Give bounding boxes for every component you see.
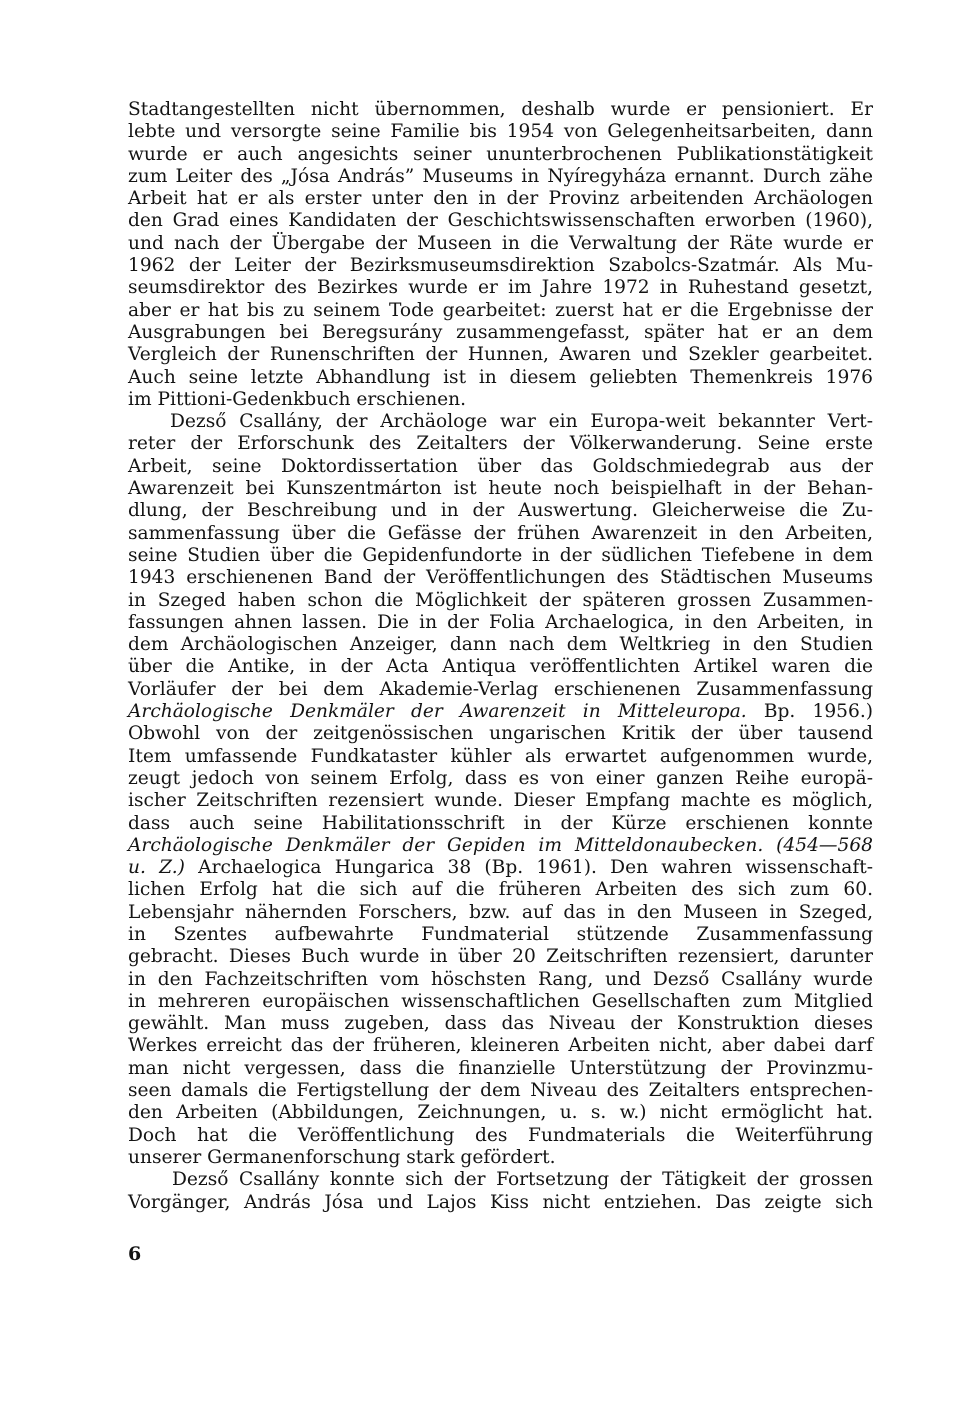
- text-line: unserer Germanenforschung stark gefördert.: [128, 1146, 556, 1168]
- text-line: gewählt. Man muss zugeben, dass das Niveau der Konstruktion dieses: [128, 1013, 873, 1035]
- text-line: dem Archäologischen Anzeiger, dann nach dem Weltkrieg in den Studien: [128, 634, 873, 656]
- text-line: in Szeged haben schon die Möglichkeit der späteren grossen Zusammen-: [128, 589, 873, 611]
- citation-rest: Archaelogica Hungarica 38 (Bp. 1961). Den wahren wissenschaft-: [184, 857, 873, 879]
- text-line: Stadtangestellten nicht übernommen, deshalb wurde er pensioniert. Er: [128, 99, 873, 120]
- text-line: Arbeit, seine Doktordissertation über das Goldschmiedegrab aus der: [128, 455, 873, 477]
- text-line: Arbeit hat er als erster unter den in der Provinz arbeitenden Archäologen: [128, 188, 873, 210]
- book-title-italic: Archäologische Denkmäler der Awarenzeit in Mitteleuropa.: [128, 701, 747, 723]
- text-line: den Arbeiten (Abbildungen, Zeichnungen, u. s. w.) nicht ermöglicht hat.: [128, 1102, 873, 1124]
- text-line: 1962 der Leiter der Bezirksmuseumsdirektion Szabolcs-Szatmár. Als Mu-: [128, 255, 873, 277]
- text-line: Doch hat die Veröffentlichung des Fundmaterials die Weiterführung: [128, 1124, 873, 1146]
- book-title-italic: Archäologische Denkmäler der Gepiden im Mitteldonaubecken. (454—568: [128, 834, 873, 856]
- text-line: 1943 erschienenen Band der Veröffentlichungen des Städtischen Museums: [128, 567, 873, 589]
- text-line: seen damals die Fertigstellung der dem Niveau des Zeitalters entsprechen-: [128, 1080, 873, 1102]
- text-line: lebte und versorgte seine Familie bis 1954 von Gelegenheitsarbeiten, dann: [128, 121, 873, 143]
- paragraph-start-line: Dezső Csallány konnte sich der Fortsetzung der Tätigkeit der grossen: [172, 1169, 873, 1191]
- text-line: Vorläufer der bei dem Akademie-Verlag erschienenen Zusammenfassung: [128, 678, 873, 700]
- text-line: dlung, der Beschreibung und in der Auswertung. Gleicherweise die Zu-: [128, 500, 873, 522]
- text-line: in mehreren europäischen wissenschaftlichen Gesellschaften zum Mitglied: [128, 990, 873, 1012]
- text-line: seumsdirektor des Bezirkes wurde er im Jahre 1972 in Ruhestand gesetzt,: [128, 277, 873, 299]
- text-line: Awarenzeit bei Kunszentmárton ist heute noch beispielhaft in der Behan-: [128, 478, 873, 500]
- text-line: sammenfassung über die Gefässe der frühen Awarenzeit in den Arbeiten,: [128, 522, 873, 544]
- text-line: in den Fachzeitschriften vom höschsten Rang, und Dezső Csallány wurde: [128, 968, 873, 990]
- citation-rest: Bp. 1956.): [746, 701, 873, 723]
- text-line: gebracht. Dieses Buch wurde in über 20 Zeitschriften rezensiert, darunter: [128, 946, 873, 968]
- text-line: Ausgrabungen bei Beregsurány zusammengefasst, später hat er an dem: [128, 321, 873, 343]
- text-line: reter der Erforschunk des Zeitalters der Völkerwanderung. Seine erste: [128, 433, 873, 455]
- text-line-citation: [128, 701, 873, 723]
- text-line: und nach der Übergabe der Museen in die Verwaltung der Räte wurde er: [128, 232, 873, 254]
- text-line: ischer Zeitschriften rezensiert wunde. Dieser Empfang machte es möglich,: [128, 790, 873, 812]
- text-line: aber er hat bis zu seinem Tode gearbeitet: zuerst hat er die Ergebnisse der: [128, 299, 873, 321]
- page-number: 6: [128, 1243, 142, 1265]
- text-line: fassungen ahnen lassen. Die in der Folia Archaelogica, in den Arbeiten, in: [128, 611, 873, 633]
- text-line: man nicht vergessen, dass die finanzielle Unterstützung der Provinzmu-: [128, 1057, 873, 1079]
- text-line: seine Studien über die Gepidenfundorte in der südlichen Tiefebene in dem: [128, 544, 873, 566]
- text-line: wurde er auch angesichts seiner ununterbrochenen Publikationstätigkeit: [128, 143, 873, 165]
- text-line: zeugt jedoch von seinem Erfolg, dass es von einer ganzen Reihe europä-: [128, 767, 873, 789]
- text-line: Lebensjahr nähernden Forschers, bzw. auf das in den Museen in Szeged,: [128, 901, 873, 923]
- body-text: [128, 99, 873, 1214]
- text-line: in Szentes aufbewahrte Fundmaterial stützende Zusammenfassung: [128, 923, 873, 945]
- text-line: Vorgänger, András Jósa und Lajos Kiss nicht entziehen. Das zeigte sich: [128, 1191, 873, 1213]
- text-line: Werkes erreicht das der früheren, kleineren Arbeiten nicht, aber dabei darf: [128, 1035, 873, 1057]
- book-title-italic: u. Z.): [128, 857, 185, 879]
- text-line-citation: [128, 857, 873, 879]
- text-line: Obwohl von der zeitgenössischen ungarischen Kritik der über tausend: [128, 723, 873, 745]
- text-line: Vergleich der Runenschriften der Hunnen, Awaren und Szekler gearbeitet.: [128, 344, 873, 366]
- text-line: über die Antike, in der Acta Antiqua veröffentlichten Artikel waren die: [128, 656, 873, 678]
- text-line: dass auch seine Habilitationsschrift in der Kürze erschienen konnte: [128, 812, 873, 834]
- text-line: zum Leiter des „Jósa András” Museums in Nyíregyháza ernannt. Durch zähe: [128, 165, 873, 187]
- text-line-citation: [128, 835, 873, 857]
- text-line: Auch seine letzte Abhandlung ist in diesem geliebten Themenkreis 1976: [128, 366, 873, 388]
- text-line: Item umfassende Fundkataster kühler als erwartet aufgenommen wurde,: [128, 745, 873, 767]
- text-line: lichen Erfolg hat die sich auf die früheren Arbeiten des sich zum 60.: [128, 879, 873, 901]
- text-line: den Grad eines Kandidaten der Geschichtswissenschaften erworben (1960),: [128, 210, 873, 232]
- paragraph-start-line: Dezső Csallány, der Archäologe war ein Europa-weit bekannter Vert-: [170, 411, 873, 433]
- text-line: im Pittioni-Gedenkbuch erschienen.: [128, 388, 467, 410]
